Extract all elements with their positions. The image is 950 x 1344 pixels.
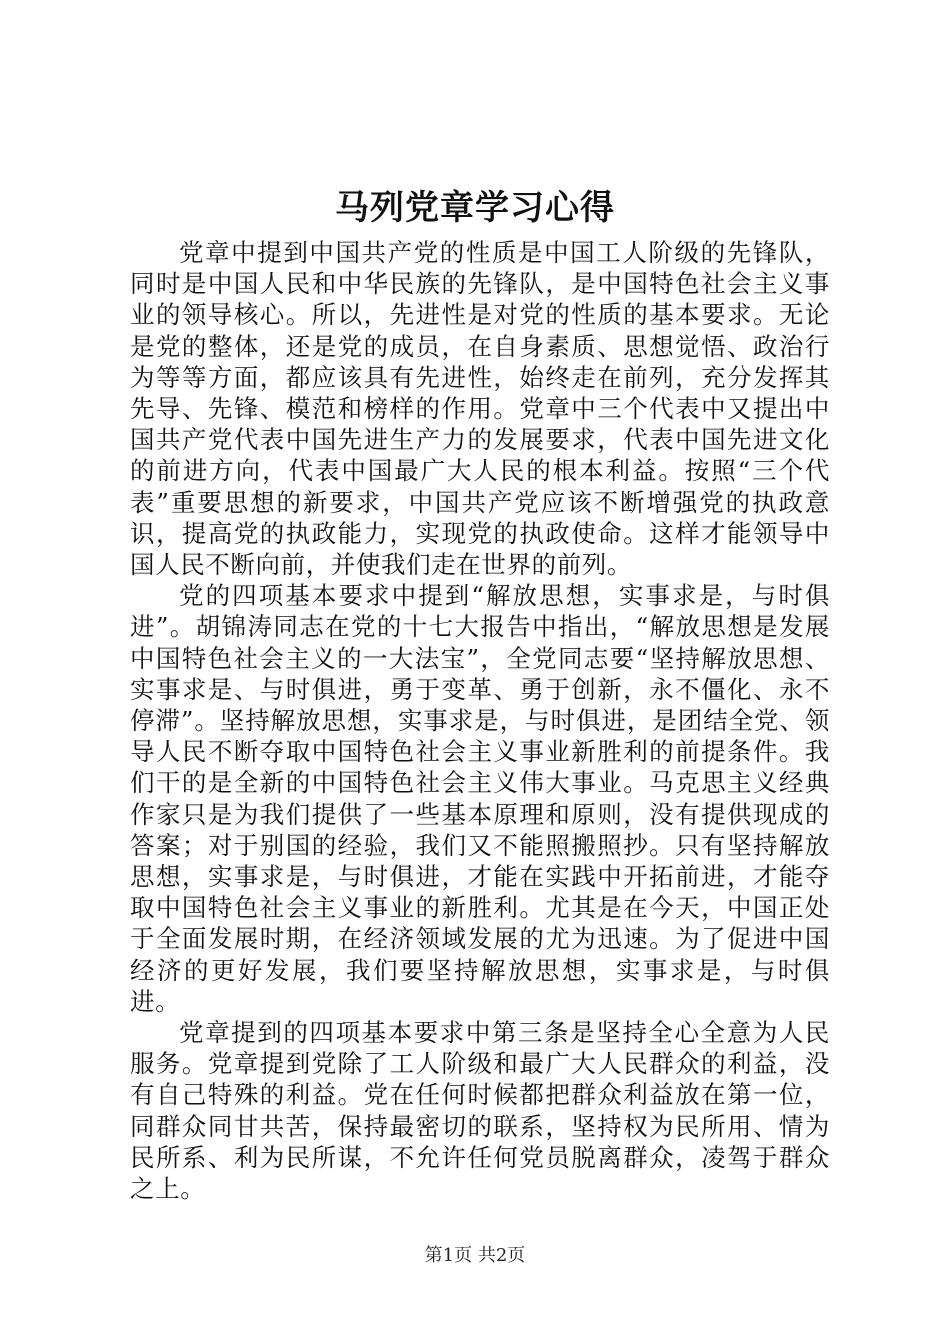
paragraph-1: 党章中提到中国共产党的性质是中国工人阶级的先锋队，同时是中国人民和中华民族的先锋队，是中国特色社会主义事业的领导核心。所以，先进性是对党的性质的基本要求。无论是党的整体，还是党的成员，在自身素质、思想觉悟、政治行为等等方面，都应该具有先进性，始终走在前列，充分发挥其先导、先锋、模范和榜样的作用。党章中三个代表中又提出中国共产党代表中国先进生产力的发展要求，代表中国先进文化的前进方向，代表中国最广大人民的根本利益。按照“三个代表”重要思想的新要求，中国共产党应该不断增强党的执政意识，提高党的执政能力，实现党的执政使命。这样才能领导中国人民不断向前，并使我们走在世界的前列。 bbox=[130, 238, 830, 580]
paragraph-3: 党章提到的四项基本要求中第三条是坚持全心全意为人民服务。党章提到党除了工人阶级和最广大人民群众的利益，没有自己特殊的利益。党在任何时候都把群众利益放在第一位，同群众同甘共苦，保持最密切的联系，坚持权为民所用、情为民所系、利为民所谋，不允许任何党员脱离群众，凌驾于群众之上。 bbox=[130, 1018, 830, 1204]
document-title: 马列党章学习心得 bbox=[335, 188, 615, 228]
paragraph-2: 党的四项基本要求中提到“解放思想，实事求是，与时俱进”。胡锦涛同志在党的十七大报告中指出，“解放思想是发展中国特色社会主义的一大法宝”，全党同志要“坚持解放思想、实事求是、与时俱进，勇于变革、勇于创新，永不僵化、永不停滞”。坚持解放思想，实事求是，与时俱进，是团结全党、领导人民不断夺取中国特色社会主义事业新胜利的前提条件。我们干的是全新的中国特色社会主义伟大事业。马克思主义经典作家只是为我们提供了一些基本原理和原则，没有提供现成的答案；对于别国的经验，我们又不能照搬照抄。只有坚持解放思想，实事求是，与时俱进，才能在实践中开拓前进，才能夺取中国特色社会主义事业的新胜利。尤其是在今天，中国正处于全面发展时期，在经济领域发展的尤为迅速。为了促进中国经济的更好发展，我们要坚持解放思想，实事求是，与时俱进。 bbox=[130, 581, 830, 1016]
page-number-footer: 第1页 共2页 bbox=[424, 1245, 526, 1266]
document-body bbox=[130, 237, 830, 1204]
